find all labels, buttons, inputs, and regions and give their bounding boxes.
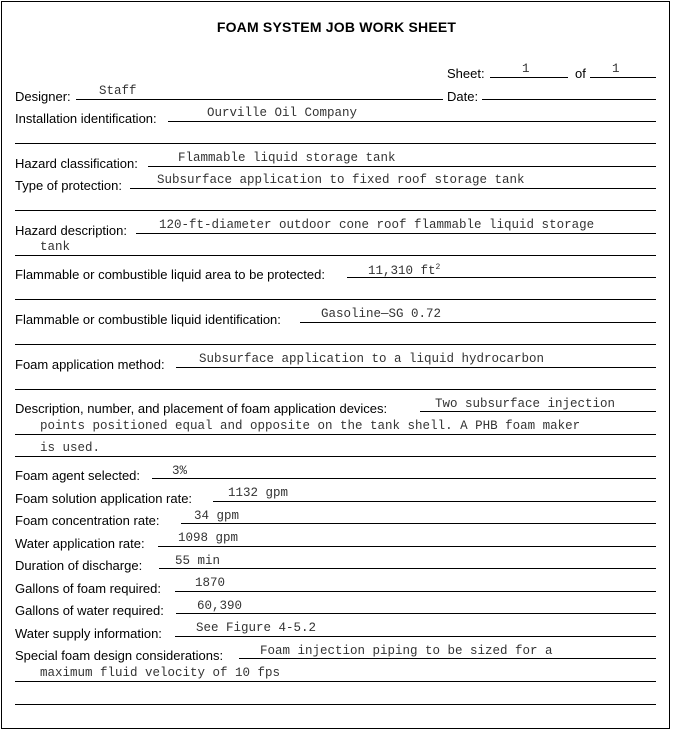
blank-line (15, 704, 656, 705)
protection-type-label: Type of protection: (15, 178, 122, 193)
solution-rate-label: Foam solution application rate: (15, 491, 193, 506)
devices-line (420, 411, 656, 412)
duration-label: Duration of discharge: (15, 558, 143, 573)
sheet-label: Sheet: (447, 66, 485, 81)
date-label: Date: (447, 89, 479, 104)
devices-line1[interactable]: Two subsurface injection (435, 397, 616, 411)
installation-label: Installation identification: (15, 111, 157, 126)
hazard-description-line1[interactable]: 120-ft-diameter outdoor cone roof flammable liquid storage (159, 218, 595, 232)
hazard-classification-line (148, 166, 656, 167)
foam-gallons-label: Gallons of foam required: (15, 581, 161, 596)
sheet-total[interactable]: 1 (612, 62, 620, 76)
foam-agent-label: Foam agent selected: (15, 468, 141, 483)
water-rate-label: Water application rate: (15, 536, 145, 551)
foam-gallons-line (175, 591, 656, 592)
duration-line (159, 568, 656, 569)
special-considerations-line (239, 658, 656, 659)
hazard-classification-value[interactable]: Flammable liquid storage tank (178, 151, 396, 165)
application-method-line (176, 367, 656, 368)
devices-line3[interactable]: is used. (40, 441, 101, 455)
application-method-label: Foam application method: (15, 357, 165, 372)
sheet-total-line (590, 77, 656, 78)
hazard-classification-label: Hazard classification: (15, 156, 138, 171)
blank-line (15, 143, 656, 144)
foam-agent-line (152, 478, 656, 479)
water-rate-line (158, 546, 656, 547)
hazard-description-line (15, 255, 656, 256)
concentration-rate-label: Foam concentration rate: (15, 513, 160, 528)
designer-line (76, 99, 443, 100)
installation-value[interactable]: Ourville Oil Company (207, 106, 358, 120)
solution-rate-line (213, 501, 656, 502)
water-supply-value[interactable]: See Figure 4-5.2 (196, 621, 317, 635)
special-considerations-line (15, 681, 656, 682)
blank-line (15, 210, 656, 211)
sheet-of-label: of (575, 66, 586, 81)
liquid-id-value[interactable]: Gasoline—SG 0.72 (321, 307, 442, 321)
water-gallons-line (176, 613, 656, 614)
area-value-text: 11,310 ft (368, 264, 436, 279)
duration-value[interactable]: 55 min (175, 554, 221, 568)
solution-rate-value[interactable]: 1132 gpm (228, 486, 289, 500)
area-label: Flammable or combustible liquid area to be protected: (15, 267, 325, 282)
foam-agent-value[interactable]: 3% (172, 464, 188, 478)
special-considerations-line2[interactable]: maximum fluid velocity of 10 fps (40, 666, 281, 680)
sheet-number-line (490, 77, 568, 78)
devices-line2[interactable]: points positioned equal and opposite on the tank shell. A PHB foam maker (40, 419, 581, 433)
devices-label: Description, number, and placement of foam application devices: (15, 401, 388, 416)
special-considerations-line1[interactable]: Foam injection piping to be sized for a (260, 644, 553, 658)
water-rate-value[interactable]: 1098 gpm (178, 531, 239, 545)
area-value[interactable] (368, 264, 440, 278)
installation-line (168, 121, 656, 122)
concentration-rate-line (181, 523, 656, 524)
area-line (347, 277, 656, 278)
devices-line (15, 456, 656, 457)
protection-type-line (130, 188, 656, 189)
blank-line (15, 299, 656, 300)
special-considerations-label: Special foam design considerations: (15, 648, 224, 663)
designer-label: Designer: (15, 89, 71, 104)
blank-line (15, 389, 656, 390)
water-gallons-label: Gallons of water required: (15, 603, 164, 618)
concentration-rate-value[interactable]: 34 gpm (194, 509, 240, 523)
blank-line (15, 344, 656, 345)
foam-gallons-value[interactable]: 1870 (195, 576, 226, 590)
sheet-number[interactable]: 1 (522, 62, 530, 76)
hazard-description-line (136, 233, 656, 234)
date-line (482, 99, 656, 100)
water-supply-label: Water supply information: (15, 626, 162, 641)
protection-type-value[interactable]: Subsurface application to fixed roof storage tank (157, 173, 525, 187)
hazard-description-line2[interactable]: tank (40, 240, 71, 254)
hazard-description-label: Hazard description: (15, 223, 127, 238)
application-method-value[interactable]: Subsurface application to a liquid hydrocarbon (199, 352, 545, 366)
water-supply-line (175, 636, 656, 637)
liquid-id-label: Flammable or combustible liquid identification: (15, 312, 281, 327)
designer-value[interactable]: Staff (99, 84, 137, 98)
water-gallons-value[interactable]: 60,390 (197, 599, 243, 613)
area-unit-superscript: 2 (435, 263, 441, 272)
page-title: FOAM SYSTEM JOB WORK SHEET (216, 19, 457, 35)
devices-line (15, 434, 656, 435)
liquid-id-line (300, 322, 656, 323)
